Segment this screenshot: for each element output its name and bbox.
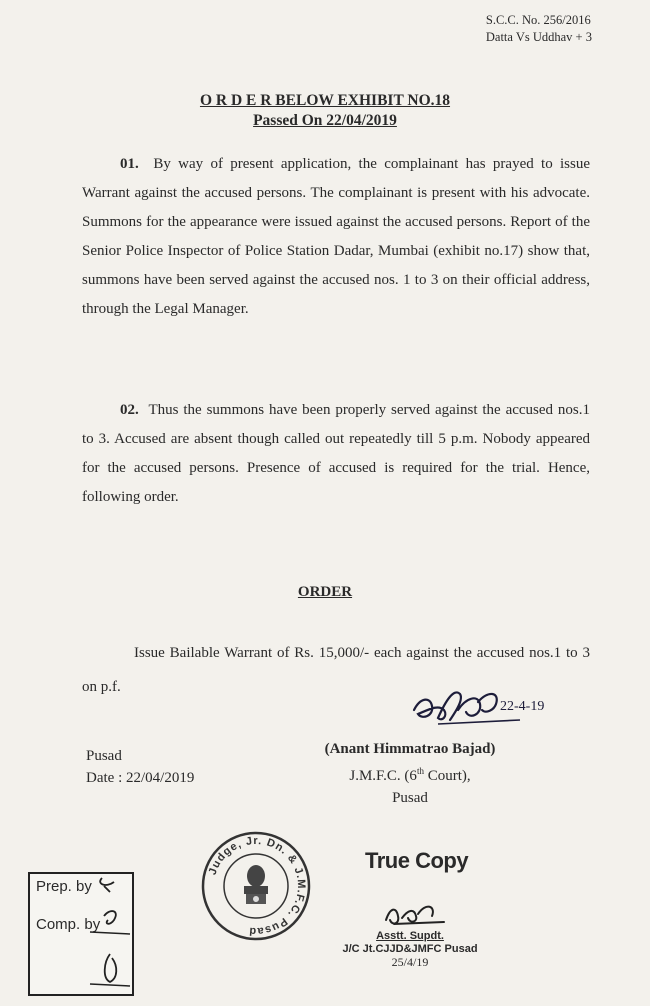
case-reference [486,12,592,46]
case-number: S.C.C. No. 256/2016 [485,13,591,27]
signature-date: 22-4-19 [500,699,545,714]
judge-designation: J.M.F.C. (6th Court), [349,766,471,784]
stamp-initials-icon [30,874,132,994]
date-label: Date : 22/04/2019 [86,770,195,786]
paragraph-text: By way of present application, the complainant has prayed to issue Warrant against the accused persons. The complainant is present with his advocate. Summons for the appearance were issued against the accused persons. Report of the Senior Police Inspector of Police Station Dadar, Mumbai (exhibit no.17) show that, summons have been served against the accused nos. 1 to 3 on their official address, through the Legal Manager. [82,156,591,317]
prep-comp-stamp [28,872,134,996]
case-parties: Datta Vs Uddhav + 3 [485,30,592,44]
order-text: Issue Bailable Warrant of Rs. 15,000/- each against the accused nos.1 to 3 on p.f. [82,645,590,695]
paragraph-number: 02. [120,402,139,418]
order-title: O R D E R BELOW EXHIBIT NO.18 [199,92,451,109]
judge-details [320,738,500,809]
paragraph-01 [82,150,590,324]
comp-by-label: Comp. by [36,916,101,933]
paragraph-text: Thus the summons have been properly served against the accused nos.1 to 3. Accused are absent though called out repeatedly till 5 p.m. Nobody appeared for the accused persons. Presence of accused is required for the trial. Hence, following order. [82,402,590,505]
paragraph-02 [82,396,590,512]
svg-text:Judge, Jr. Dn. & J.M.F.C. Pusa: Judge, Jr. Dn. & J.M.F.C. Pusad [206,834,308,938]
supdt-signature [380,896,460,930]
supdt-title: Asstt. Supdt. [376,930,444,942]
judge-name: (Anant Himmatrao Bajad) [324,741,496,757]
supdt-office: J/C Jt.CJJD&JMFC Pusad [342,943,478,955]
true-copy-stamp: True Copy [365,848,469,873]
prep-by-label: Prep. by [36,878,92,895]
order-passed-date: Passed On 22/04/2019 [253,112,397,129]
judge-place: Pusad [392,790,428,806]
true-copy-details [330,930,490,969]
order-heading: ORDER [297,584,353,600]
court-seal-icon [200,830,312,942]
paragraph-number: 01. [120,156,139,172]
true-copy-date: 25/4/19 [391,955,429,969]
judge-signature [408,680,568,732]
place-label: Pusad [86,748,122,764]
